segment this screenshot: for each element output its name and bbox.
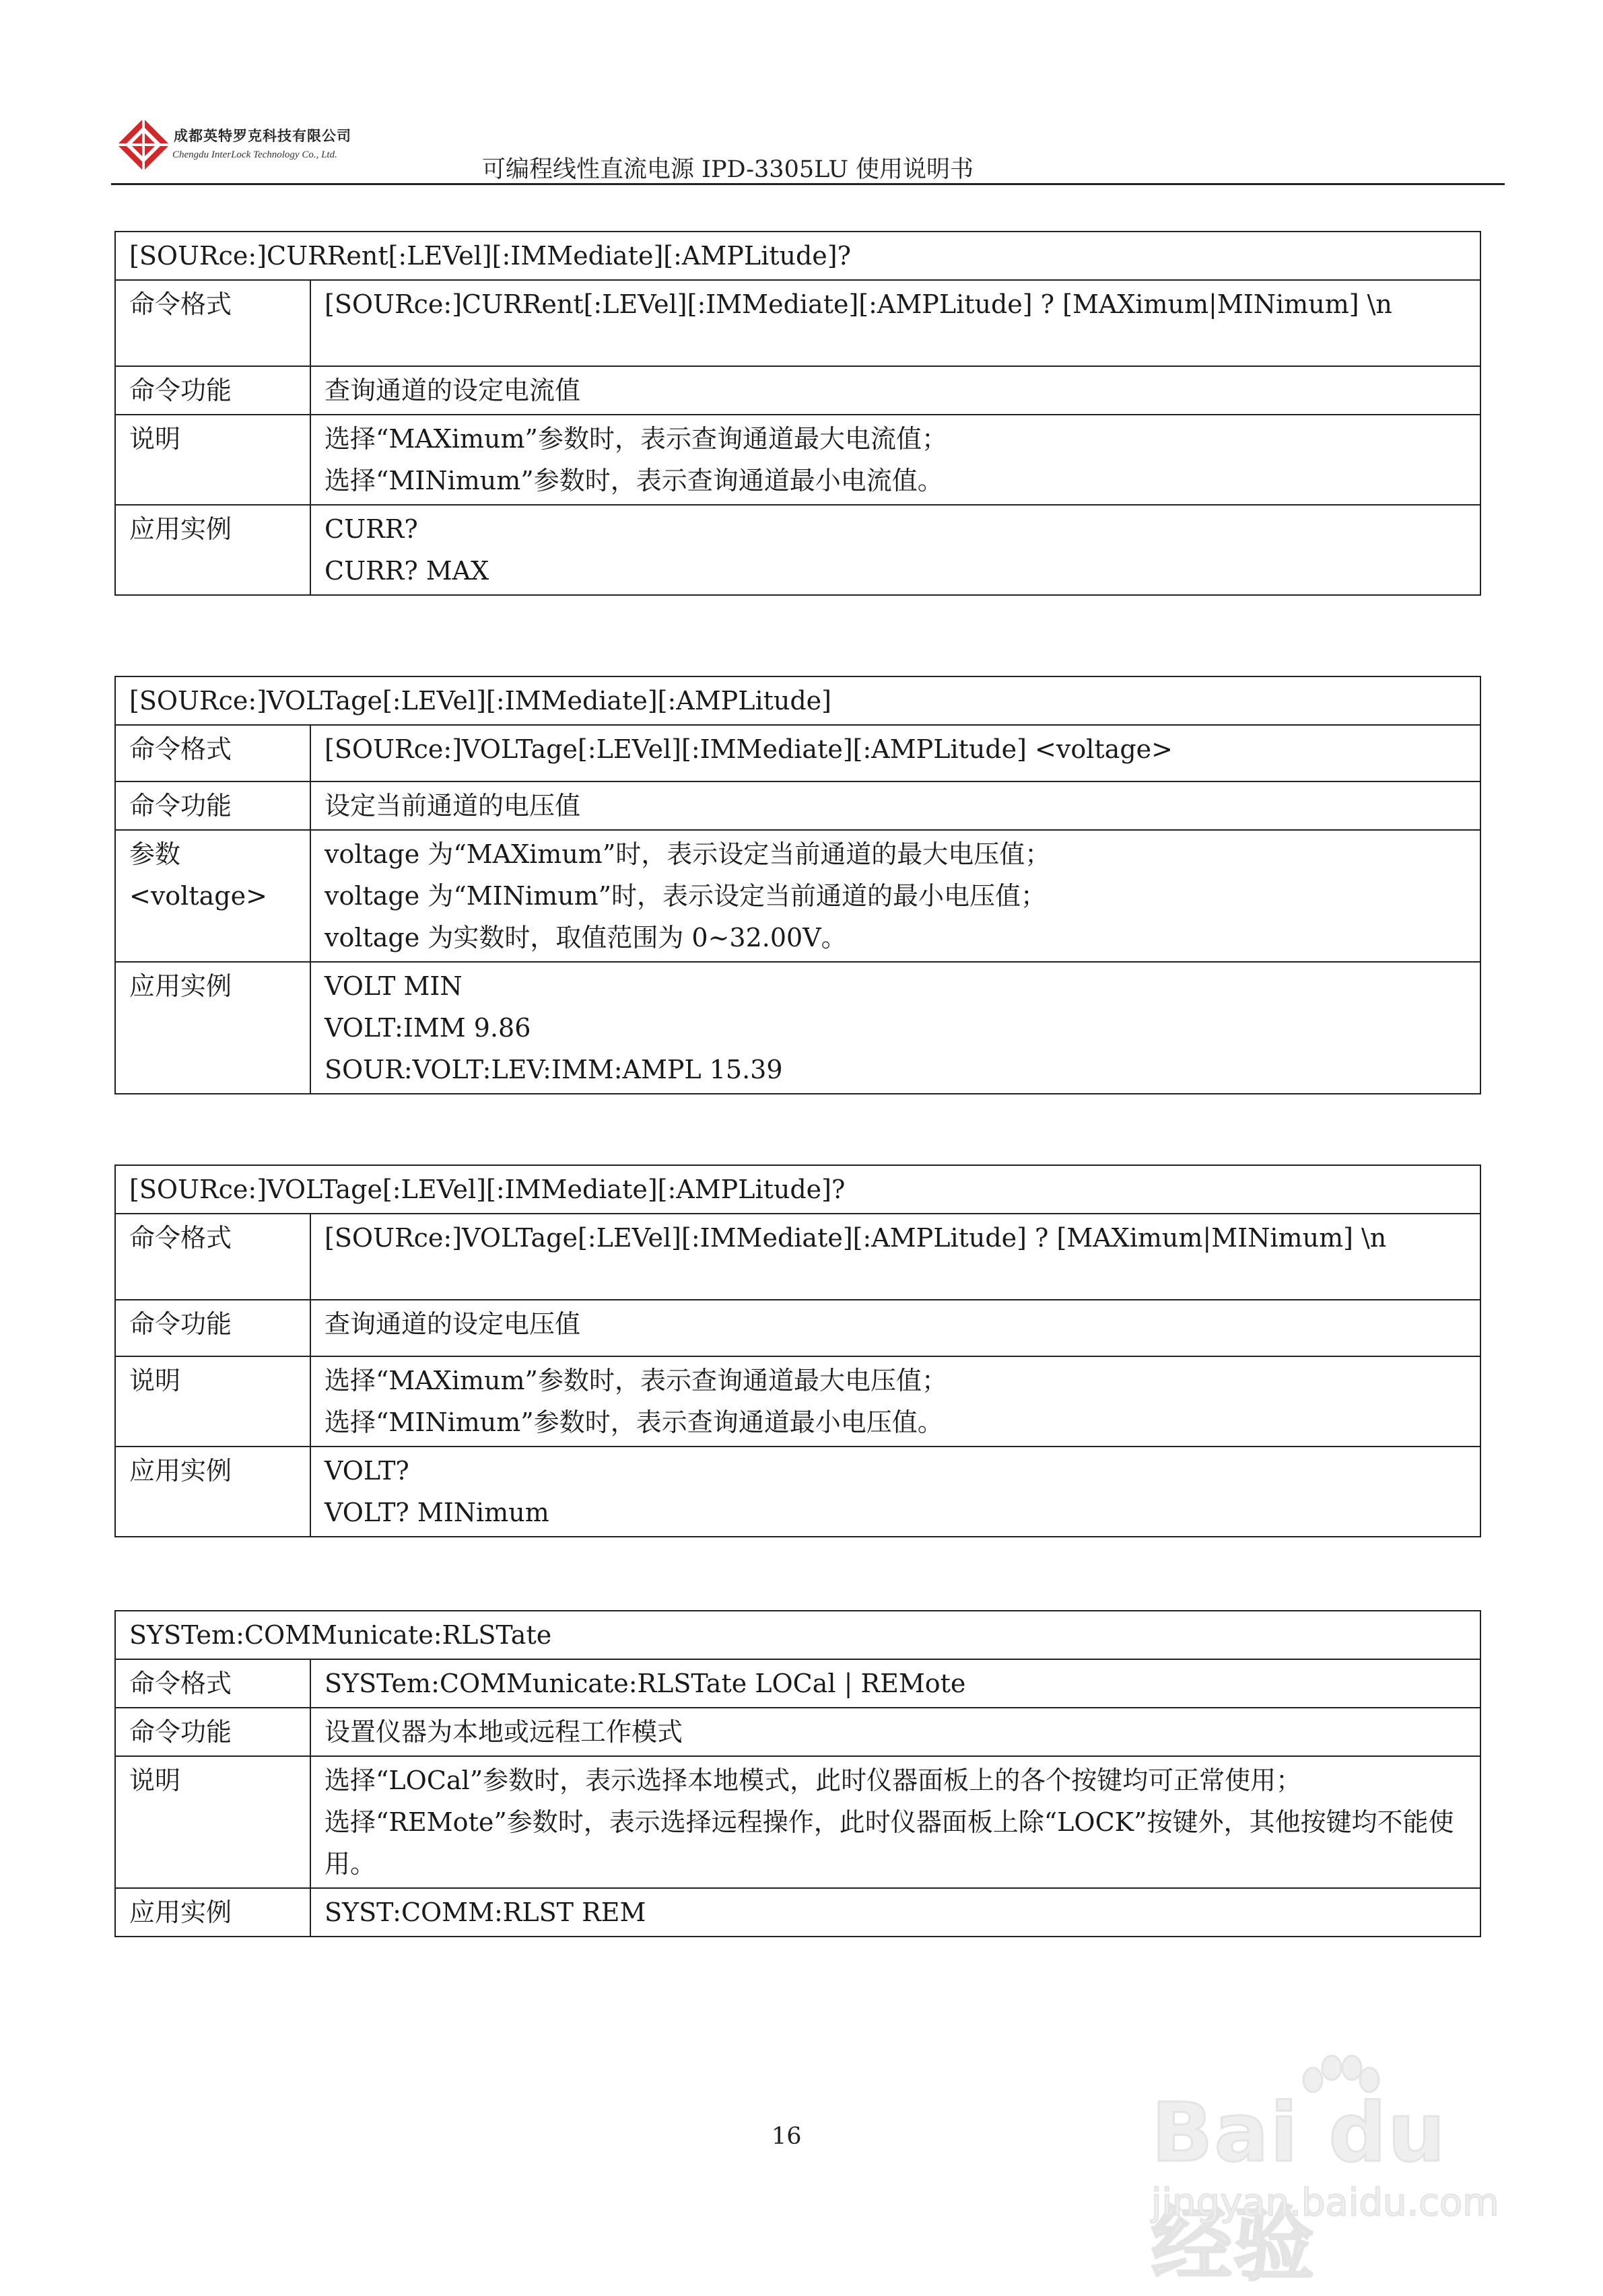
- table-row: [115, 1356, 1480, 1447]
- row-label: 应用实例: [115, 1888, 310, 1937]
- row-content: SYST:COMM:RLST REM: [310, 1888, 1480, 1937]
- table-title-row: [115, 1611, 1480, 1659]
- row-content: 查询通道的设定电压值: [310, 1300, 1480, 1356]
- row-content: [SOURce:]CURRent[:LEVel][:IMMediate][:AMPLitude] ? [MAXimum|MINimum] \n: [310, 280, 1480, 366]
- table-row: [115, 280, 1480, 366]
- baidu-watermark: [1145, 2053, 1522, 2292]
- command-table-voltage-set: [114, 676, 1481, 1094]
- row-content: CURR? CURR? MAX: [310, 505, 1480, 595]
- row-label: 说明: [115, 1356, 310, 1447]
- watermark-brand: Bai du 经验: [1151, 2087, 1447, 2292]
- row-content: VOLT MIN VOLT:IMM 9.86 SOUR:VOLT:LEV:IMM:AMPL 15.39: [310, 962, 1480, 1094]
- row-label: 命令格式: [115, 1214, 310, 1300]
- row-label: 命令功能: [115, 1300, 310, 1356]
- row-content: SYSTem:COMMunicate:RLSTate LOCal | REMote: [310, 1659, 1480, 1708]
- table-title-row: [115, 676, 1480, 725]
- command-table-current-query: [114, 231, 1481, 596]
- row-label: 说明: [115, 1756, 310, 1888]
- table-row: [115, 1756, 1480, 1888]
- command-title: [SOURce:]VOLTage[:LEVel][:IMMediate][:AMPLitude]: [115, 676, 1480, 725]
- row-label: 说明: [115, 415, 310, 505]
- table-title-row: [115, 1165, 1480, 1214]
- row-content: 选择“MAXimum”参数时，表示查询通道最大电压值； 选择“MINimum”参数时，表示查询通道最小电压值。: [310, 1356, 1480, 1447]
- table-row: [115, 505, 1480, 595]
- table-row: [115, 1708, 1480, 1756]
- company-name-en: Chengdu InterLock Technology Co., Ltd.: [172, 149, 337, 160]
- row-label: 命令功能: [115, 366, 310, 415]
- row-label: 应用实例: [115, 505, 310, 595]
- table-row: [115, 781, 1480, 830]
- row-content: [SOURce:]VOLTage[:LEVel][:IMMediate][:AMPLitude] <voltage>: [310, 725, 1480, 781]
- row-content: 设定当前通道的电压值: [310, 781, 1480, 830]
- row-content: 查询通道的设定电流值: [310, 366, 1480, 415]
- row-label: 命令格式: [115, 725, 310, 781]
- row-label: 应用实例: [115, 962, 310, 1094]
- watermark-url: jingyan.baidu.com: [1151, 2181, 1499, 2225]
- row-label: 应用实例: [115, 1447, 310, 1537]
- row-label: 命令格式: [115, 280, 310, 366]
- table-row: [115, 1214, 1480, 1300]
- row-content: 设置仪器为本地或远程工作模式: [310, 1708, 1480, 1756]
- table-row: [115, 830, 1480, 962]
- row-content: voltage 为“MAXimum”时，表示设定当前通道的最大电压值； voltage 为“MINimum”时，表示设定当前通道的最小电压值； voltage 为实数时，取值范围为 0~32.00V。: [310, 830, 1480, 962]
- row-content: [SOURce:]VOLTage[:LEVel][:IMMediate][:AMPLitude] ? [MAXimum|MINimum] \n: [310, 1214, 1480, 1300]
- row-content: VOLT? VOLT? MINimum: [310, 1447, 1480, 1537]
- page-number: 16: [772, 2123, 802, 2150]
- table-row: [115, 725, 1480, 781]
- table-title-row: [115, 232, 1480, 280]
- row-content: 选择“LOCal”参数时，表示选择本地模式，此时仪器面板上的各个按键均可正常使用； 选择“REMote”参数时，表示选择远程操作，此时仪器面板上除“LOCK”按键外，其他按键均不能使用。: [310, 1756, 1480, 1888]
- table-row: [115, 962, 1480, 1094]
- header-divider: [111, 183, 1505, 185]
- company-name-cn: 成都英特罗克科技有限公司: [174, 128, 351, 144]
- row-label: 参数 <voltage>: [115, 830, 310, 962]
- table-row: [115, 1659, 1480, 1708]
- command-table-voltage-query: [114, 1164, 1481, 1537]
- page-header: [0, 0, 1603, 188]
- table-row: [115, 366, 1480, 415]
- row-label: 命令功能: [115, 1708, 310, 1756]
- table-row: [115, 415, 1480, 505]
- row-label: 命令功能: [115, 781, 310, 830]
- command-title: [SOURce:]CURRent[:LEVel][:IMMediate][:AMPLitude]?: [115, 232, 1480, 280]
- command-title: SYSTem:COMMunicate:RLSTate: [115, 1611, 1480, 1659]
- row-content: 选择“MAXimum”参数时，表示查询通道最大电流值； 选择“MINimum”参数时，表示查询通道最小电流值。: [310, 415, 1480, 505]
- company-logo-icon: [113, 114, 174, 175]
- table-row: [115, 1888, 1480, 1937]
- command-title: [SOURce:]VOLTage[:LEVel][:IMMediate][:AMPLitude]?: [115, 1165, 1480, 1214]
- command-table-rlstate: [114, 1610, 1481, 1937]
- row-label: 命令格式: [115, 1659, 310, 1708]
- table-row: [115, 1447, 1480, 1537]
- document-title: 可编程线性直流电源 IPD-3305LU 使用说明书: [482, 156, 974, 183]
- table-row: [115, 1300, 1480, 1356]
